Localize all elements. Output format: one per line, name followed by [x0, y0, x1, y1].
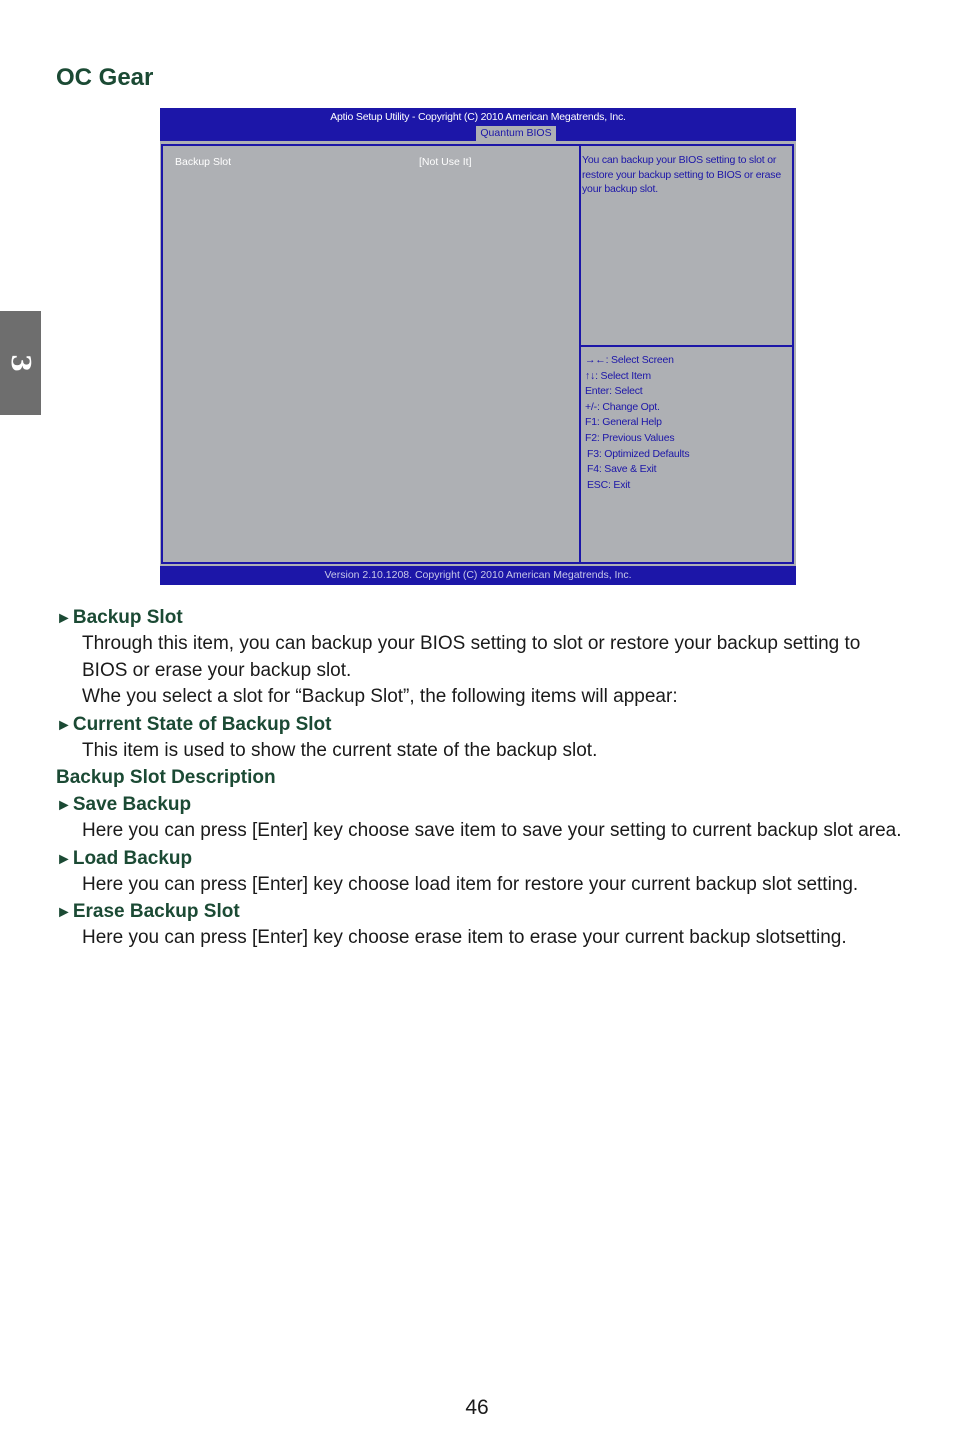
paragraph-line: This item is used to show the current state of the backup slot.	[82, 739, 598, 761]
heading-current-state: ►Current State of Backup Slot	[56, 713, 332, 735]
bios-key-legend	[585, 353, 790, 493]
paragraph-line: Here you can press [Enter] key choose save item to save your setting to current backup slot area.	[82, 820, 902, 841]
key-legend-item: F3: Optimized Defaults	[587, 447, 690, 460]
paragraph-line: BIOS or erase your backup slot.	[82, 659, 352, 681]
key-legend-item: →←: Select Screen	[585, 354, 674, 366]
triangle-bullet-icon: ►	[56, 610, 72, 627]
arrows-left-right-icon: →←	[585, 354, 606, 366]
bios-item-backup-slot[interactable]: Backup Slot	[175, 156, 232, 168]
bios-screenshot	[160, 108, 796, 585]
key-legend-item: F1: General Help	[585, 416, 662, 429]
chapter-number: 3	[5, 353, 36, 373]
key-legend-item: F2: Previous Values	[585, 431, 675, 444]
heading-load-backup: ►Load Backup	[56, 847, 193, 869]
bios-horizontal-divider	[581, 345, 792, 347]
bios-main-panel	[161, 144, 794, 564]
key-legend-item: ESC: Exit	[587, 478, 631, 491]
paragraph-line: Here you can press [Enter] key choose load item for restore your current backup slot setting.	[82, 873, 859, 895]
heading-backup-slot: ►Backup Slot	[56, 607, 183, 628]
bios-footer: Version 2.10.1208. Copyright (C) 2010 American Megatrends, Inc.	[160, 566, 796, 585]
bios-header-copyright: Aptio Setup Utility - Copyright (C) 2010 American Megatrends, Inc.	[330, 111, 626, 123]
key-legend-item: ↑↓: Select Item	[585, 369, 651, 382]
bios-help-text: You can backup your BIOS setting to slot or restore your backup setting to BIOS or erase your backup slot.	[582, 154, 781, 195]
heading-erase-backup-slot: ►Erase Backup Slot	[56, 901, 240, 922]
paragraph-line: Here you can press [Enter] key choose erase item to erase your current backup slotsetting.	[82, 927, 847, 948]
key-legend-item: Enter: Select	[585, 385, 643, 398]
key-legend-item: +/-: Change Opt.	[585, 400, 660, 413]
paragraph-line: Through this item, you can backup your BIOS setting to slot or restore your backup setting to	[82, 633, 861, 654]
heading-backup-slot-description: Backup Slot Description	[56, 767, 276, 788]
triangle-bullet-icon: ►	[56, 850, 72, 868]
chapter-tab	[0, 311, 41, 415]
document-body	[56, 604, 916, 952]
bios-header	[160, 108, 796, 141]
heading-save-backup: ►Save Backup	[56, 794, 192, 815]
triangle-bullet-icon: ►	[56, 716, 72, 734]
bios-item-value[interactable]: [Not Use It]	[419, 156, 472, 168]
triangle-bullet-icon: ►	[56, 904, 72, 921]
arrows-up-down-icon: ↑↓	[585, 369, 596, 382]
bios-vertical-divider	[579, 146, 581, 562]
page-number: 46	[465, 1396, 489, 1419]
paragraph-line: Whe you select a slot for “Backup Slot”, the following items will appear:	[82, 686, 678, 707]
triangle-bullet-icon: ►	[56, 797, 72, 814]
section-title: OC Gear	[56, 64, 154, 91]
key-legend-item: F4: Save & Exit	[587, 463, 657, 476]
tab-quantum-bios[interactable]: Quantum BIOS	[476, 126, 556, 141]
